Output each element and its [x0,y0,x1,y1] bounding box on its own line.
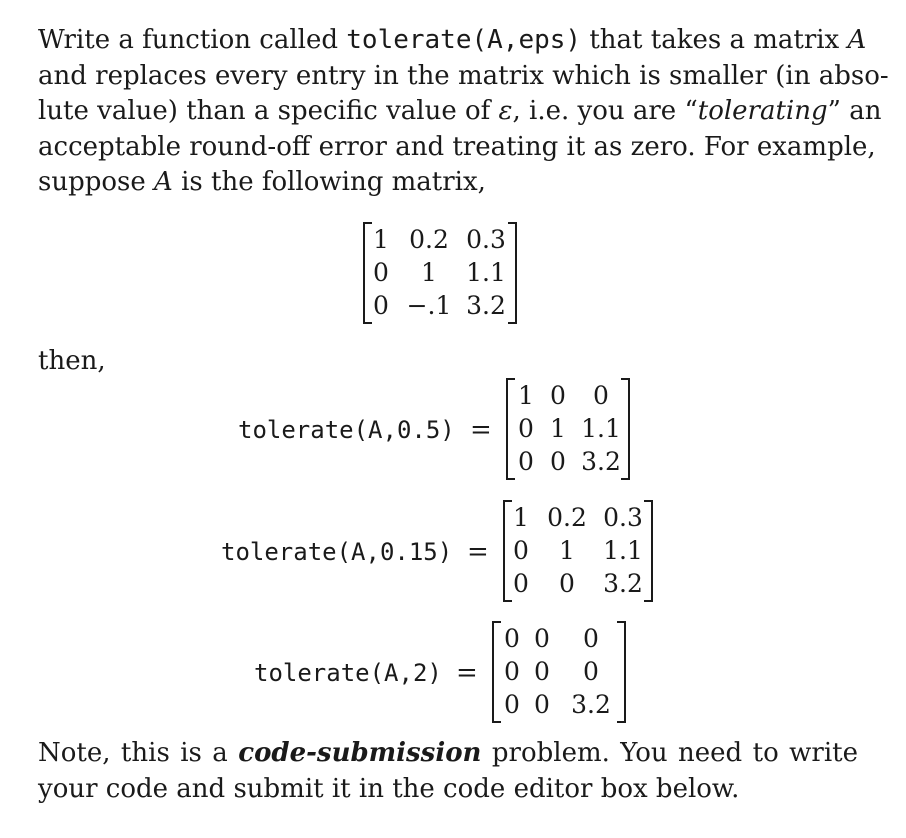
statement-line-4: acceptable round-off error and treating it as zero. For example, [38,131,876,162]
matrix-cell: −.1 [406,291,452,320]
then-text: then, [38,346,106,376]
matrix-cell: 0 [518,447,534,476]
matrix-cell: 0 [513,569,529,598]
example-call-3: tolerate(A,2) [254,659,442,687]
matrix-A [363,222,517,324]
matrix-cell: 0.3 [603,503,643,532]
matrix-cell: 0.2 [547,503,587,532]
statement-line-5 [38,165,858,201]
matrix-cell: 0 [504,657,520,686]
matrix-cell: 0 [534,657,550,686]
text: Note, this is a [38,738,239,768]
problem-statement [38,23,889,201]
result-matrix-3 [492,621,626,723]
matrix-cell: 0 [504,624,520,653]
result-matrix-2 [503,500,653,602]
note-line-1 [38,736,858,772]
var-A: A [847,25,867,55]
example-call-2: tolerate(A,0.15) [221,538,453,566]
text: that takes a matrix [581,25,848,55]
matrix-cell: 1 [421,258,437,287]
matrix-cell: 0 [534,624,550,653]
text: Write a function called [38,25,347,55]
statement-line-3 [38,94,882,130]
result-matrix-1 [506,378,630,480]
right-bracket [617,621,626,723]
matrix-cell: 1 [518,381,534,410]
matrix-cell: 0 [593,381,609,410]
statement-line-2: and replaces every entry in the matrix which is smaller (in abso- [38,60,889,91]
text: lute value) than a specific value of [38,96,499,126]
var-A: A [154,167,173,197]
matrix-cell: 3.2 [603,569,643,598]
code-submission-emphasis: code-submission [238,738,482,768]
note-line-2: your code and submit it in the code editor box below. [38,773,740,804]
statement-line-1 [38,23,867,59]
matrix-cell: 3.2 [466,291,506,320]
matrix-cell: 0 [513,536,529,565]
matrix-cell: 1.1 [603,536,643,565]
var-epsilon: ε [498,96,513,126]
matrix-cell: 1 [550,414,566,443]
function-signature: tolerate(A,eps) [346,25,582,55]
matrix-cell: 3.2 [581,447,621,476]
text: suppose [38,167,155,197]
matrix-cell: 0.3 [466,225,506,254]
example-call-1: tolerate(A,0.5) [238,416,455,444]
matrix-cell: 1.1 [466,258,506,287]
matrix-cell: 1.1 [581,414,621,443]
matrix-cell: 0 [504,690,520,719]
text: ” an [827,96,882,126]
equals-sign: = [456,658,478,688]
matrix-cell: 0 [583,657,599,686]
matrix-cell: 0 [518,414,534,443]
matrix-cell: 1 [559,536,575,565]
submission-note [38,736,858,807]
matrix-cell: 0 [550,447,566,476]
matrix-cell: 0 [534,690,550,719]
matrix-cell: 1 [373,225,389,254]
matrix-cell: 0 [550,381,566,410]
matrix-cell: 1 [513,503,529,532]
text: problem. You need to write [481,738,859,768]
equals-sign: = [470,415,492,445]
matrix-cell: 3.2 [571,690,611,719]
matrix-cell: 0 [373,291,389,320]
tolerating-word: tolerating [697,96,828,126]
matrix-cell: 0 [559,569,575,598]
text: , i.e. you are “ [512,96,698,126]
matrix-cell: 0.2 [409,225,449,254]
matrix-cell: 0 [373,258,389,287]
text: is the following matrix, [172,167,486,197]
equals-sign: = [467,537,489,567]
matrix-cell: 0 [583,624,599,653]
